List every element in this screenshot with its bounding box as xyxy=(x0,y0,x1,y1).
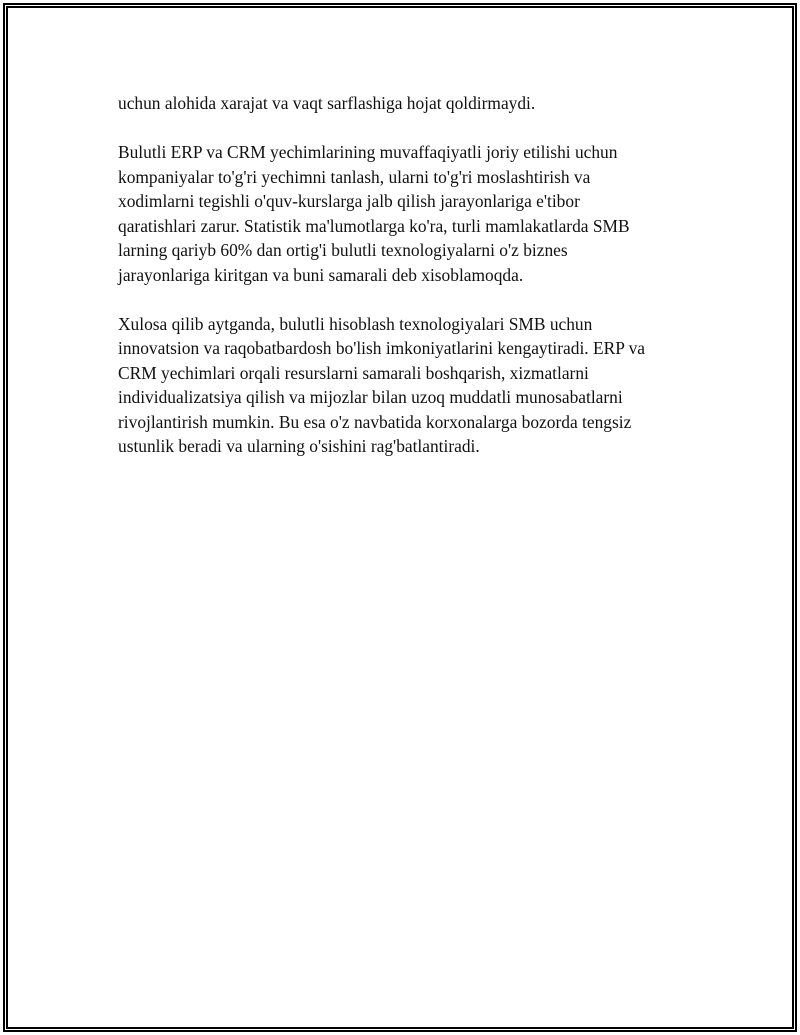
text-line: innovatsion va raqobatbardosh bo'lish imkoniyatlarini kengaytiradi. ERP va xyxy=(118,338,646,358)
text-line: jarayonlariga kiritgan va buni samarali deb xisoblamoqda. xyxy=(118,264,524,285)
text-line: CRM yechimlari orqali resurslarni samarali boshqarish, xizmatlarni xyxy=(118,362,589,383)
text-line: kompaniyalar to'g'ri yechimni tanlash, ularni to'g'ri moslashtirish va xyxy=(118,166,591,187)
text-line: larning qariyb 60% dan ortig'i bulutli texnologiyalarni o'z biznes xyxy=(118,240,568,260)
text-line: Xulosa qilib aytganda, bulutli hisoblash texnologiyalari SMB uchun xyxy=(118,313,593,334)
text-line: rivojlantirish mumkin. Bu esa o'z navbatida korxonalarga bozorda tengsiz xyxy=(118,411,632,432)
paragraph-1 xyxy=(118,91,693,116)
text-line: uchun alohida xarajat va vaqt sarflashiga hojat qoldirmaydi. xyxy=(118,93,536,113)
text-line: Bulutli ERP va CRM yechimlarining muvaffaqiyatli joriy etilishi uchun xyxy=(118,142,618,162)
text-line: qaratishlari zarur. Statistik ma'lumotlarga ko'ra, turli mamlakatlarda SMB xyxy=(118,215,630,236)
text-line: individualizatsiya qilish va mijozlar bilan uzoq muddatli munosabatlarni xyxy=(118,387,623,407)
document-body xyxy=(118,91,693,483)
text-line: ustunlik beradi va ularning o'sishini rag'batlantiradi. xyxy=(118,436,480,456)
text-line: xodimlarni tegishli o'quv-kurslarga jalb qilish jarayonlariga e'tibor xyxy=(118,191,580,211)
paragraph-2 xyxy=(118,140,693,287)
paragraph-3 xyxy=(118,312,693,459)
